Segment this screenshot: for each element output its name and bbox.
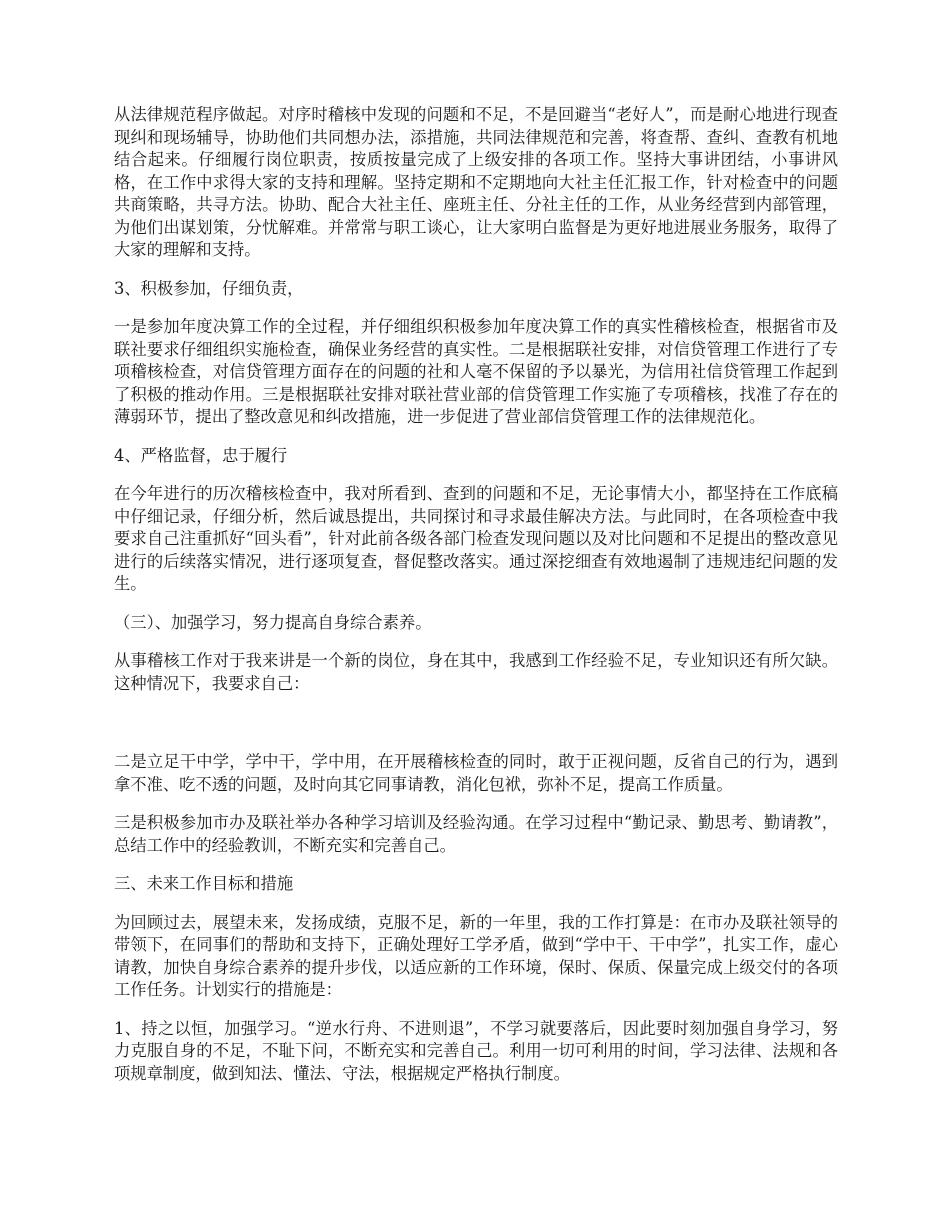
heading-section-3-learning: （三）、加强学习，努力提高自身综合素养。 — [114, 612, 432, 632]
paragraph-measure-1: 1、持之以恒，加强学习。“逆水行舟、不进则退”，不学习就要落后，因此要时刻加强自身学习，努力克服自身的不足，不耻下问，不断充实和完善自己。利用一切可利用的时间，学习法律、法规和各项规章制度，做到知法、懂法、守法，根据规定严格执行制度。 — [114, 1018, 838, 1083]
paragraph-new-position: 从事稽核工作对于我来讲是一个新的岗位，身在其中，我感到工作经验不足，专业知识还有所欠缺。这种情况下，我要求自己： — [114, 651, 838, 693]
paragraph-work-plan: 为回顾过去，展望未来，发扬成绩，克服不足，新的一年里，我的工作打算是：在市办及联社领导的带领下，在同事们的帮助和支持下，正确处理好工学矛盾，做到“学中干、干中学”，扎实工作，虚心请教，加快自身综合素养的提升步伐，以适应新的工作环境，保时、保质、保量完成上级交付的各项工作任务。计划实行的措施是： — [114, 912, 838, 999]
paragraph-supervision-approach: 从法律规范程序做起。对序时稽核中发现的问题和不足，不是回避当“老好人”，而是耐心地进行现查现纠和现场辅导，协助他们共同想办法，添措施，共同法律规范和完善，将查帮、查纠、查教有机地结合起来。仔细履行岗位职责，按质按量完成了上级安排的各项工作。坚持大事讲团结，小事讲风格，在工作中求得大家的支持和理解。坚持定期和不定期地向大社主任汇报工作，针对检查中的问题共商策略，共寻方法。协助、配合大社主任、座班主任、分社主任的工作，从业务经营到内部管理，为他们出谋划策，分忧解难。并常常与职工谈心，让大家明白监督是为更好地进展业务服务，取得了大家的理解和支持。 — [114, 105, 838, 259]
heading-item-3: 3、积极参加，仔细负责， — [114, 278, 304, 298]
paragraph-strict-supervision: 在今年进行的历次稽核检查中，我对所看到、查到的问题和不足，无论事情大小，都坚持在工作底稿中仔细记录，仔细分析，然后诚恳提出，共同探讨和寻求最佳解决方法。与此同时，在各项检查中我要求自己注重抓好“回头看”，针对此前各级各部门检查发现问题以及对比问题和不足提出的整改意见进行的后续落实情况，进行逐项复查，督促整改落实。通过深挖细查有效地遏制了违规违纪问题的发生。 — [114, 484, 838, 593]
paragraph-annual-audit: 一是参加年度决算工作的全过程，并仔细组织积极参加年度决算工作的真实性稽核检查，根据省市及联社要求仔细组织实施检查，确保业务经营的真实性。二是根据联社安排，对信贷管理工作进行了专项稽核检查，对信贷管理方面存在的问题的社和人毫不保留的予以暴光，为信用社信贷管理工作起到了积极的推动作用。三是根据联社安排对联社营业部的信贷管理工作实施了专项稽核，找准了存在的薄弱环节，提出了整改意见和纠改措施，进一步促进了营业部信贷管理工作的法律规范化。 — [114, 317, 838, 426]
document-body — [114, 104, 838, 1101]
heading-item-4: 4、严格监督，忠于履行 — [114, 445, 288, 465]
paragraph-training: 三是积极参加市办及联社举办各种学习培训及经验沟通。在学习过程中“勤记录、勤思考、勤请教”，总结工作中的经验教训，不断充实和完善自己。 — [114, 813, 838, 855]
paragraph-learn-by-doing: 二是立足干中学，学中干，学中用，在开展稽核检查的同时，敢于正视问题，反省自己的行为，遇到拿不准、吃不透的问题，及时向其它同事请教，消化包袱，弥补不足，提高工作质量。 — [114, 752, 838, 794]
blank-gap — [114, 711, 838, 735]
heading-future-goals: 三、未来工作目标和措施 — [114, 874, 294, 893]
